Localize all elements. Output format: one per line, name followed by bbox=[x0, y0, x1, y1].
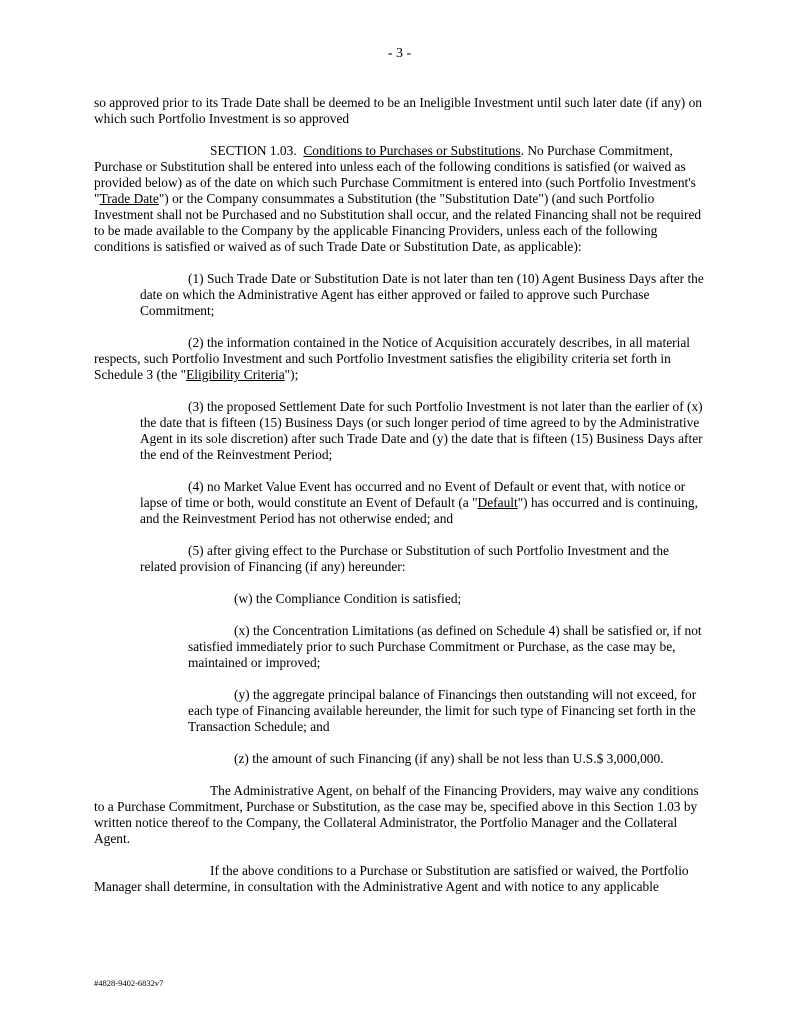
condition-4-text-b: ") has occurred and is continuing, and the Reinvestment Period has not otherwise ended; and bbox=[140, 495, 698, 526]
section-1-03-paragraph bbox=[94, 143, 704, 255]
defined-term-default: Default bbox=[477, 495, 518, 510]
section-number: SECTION 1.03. bbox=[210, 143, 297, 158]
condition-5-z: (z) the amount of such Financing (if any) shall be not less than U.S.$ 3,000,000. bbox=[234, 751, 664, 766]
paragraph-carryover: so approved prior to its Trade Date shall be deemed to be an Ineligible Investment until such later date (if any) on which such Portfolio Investment is so approved bbox=[94, 95, 702, 126]
section-title: Conditions to Purchases or Substitutions bbox=[303, 143, 521, 158]
page-number: - 3 - bbox=[387, 46, 412, 61]
condition-2 bbox=[94, 335, 704, 383]
condition-5-x: (x) the Concentration Limitations (as defined on Schedule 4) shall be satisfied or, if not satisfied immediately prior to such Purchase Commitment or Purchase, as the case may be, maintained or improved; bbox=[188, 623, 702, 670]
defined-term-eligibility-criteria: Eligibility Criteria bbox=[186, 367, 285, 382]
condition-4 bbox=[140, 479, 704, 527]
condition-5-y: (y) the aggregate principal balance of Financings then outstanding will not exceed, for each type of Financing available hereunder, the limit for such type of Financing set forth in the Transaction Schedule; and bbox=[188, 687, 697, 734]
section-text-part-a: . No Purchase Commitment, Purchase or Substitution shall be entered into unless each of the following conditions is satisfied (or waived as provided below) as of the date on which such Purchase Commitment is entered into (such Portfolio Investment's " bbox=[94, 143, 696, 206]
defined-term-trade-date: Trade Date bbox=[99, 191, 159, 206]
final-paragraph: If the above conditions to a Purchase or Substitution are satisfied or waived, the Portfolio Manager shall determine, in consultation with the Administrative Agent and with notice to any applicable bbox=[94, 863, 689, 894]
waiver-paragraph: The Administrative Agent, on behalf of the Financing Providers, may waive any conditions to a Purchase Commitment, Purchase or Substitution, as the case may be, specified above in this Section 1.03 by written notice thereof to the Company, the Collateral Administrator, the Portfolio Manager and the Collateral Agent. bbox=[94, 783, 699, 846]
condition-2-text-a: (2) the information contained in the Notice of Acquisition accurately describes, in all material respects, such Portfolio Investment and such Portfolio Investment satisfies the eligibility criteria set forth in Schedule 3 (the " bbox=[94, 335, 690, 382]
condition-5: (5) after giving effect to the Purchase or Substitution of such Portfolio Investment and the related provision of Financing (if any) hereunder: bbox=[140, 543, 669, 574]
condition-3: (3) the proposed Settlement Date for such Portfolio Investment is not later than the earlier of (x) the date that is fifteen (15) Business Days (or such longer period of time agreed to by the Administrative Agent in its sole discretion) after such Trade Date and (y) the date that is fifteen (15) Business Days after the end of the Reinvestment Period; bbox=[140, 399, 703, 462]
document-footer-id: #4828-9402-6832v7 bbox=[94, 978, 164, 988]
section-text-part-b: ") or the Company consummates a Substitution (the "Substitution Date") (and such Portfolio Investment shall not be Purchased and no Substitution shall occur, and the related Financing shall not be required to be made available to the Company by the applicable Financing Providers, unless each of the following conditions is satisfied or waived as of such Trade Date or Substitution Date, as applicable): bbox=[94, 191, 702, 254]
condition-2-text-b: "); bbox=[284, 367, 299, 382]
condition-1: (1) Such Trade Date or Substitution Date is not later than ten (10) Agent Business Days after the date on which the Administrative Agent has either approved or failed to approve such Purchase Commitment; bbox=[140, 271, 704, 318]
document-body bbox=[94, 95, 704, 911]
condition-4-text-a: (4) no Market Value Event has occurred and no Event of Default or event that, with notice or lapse of time or both, would constitute an Event of Default (a " bbox=[140, 479, 686, 510]
condition-5-w: (w) the Compliance Condition is satisfied; bbox=[234, 591, 462, 606]
